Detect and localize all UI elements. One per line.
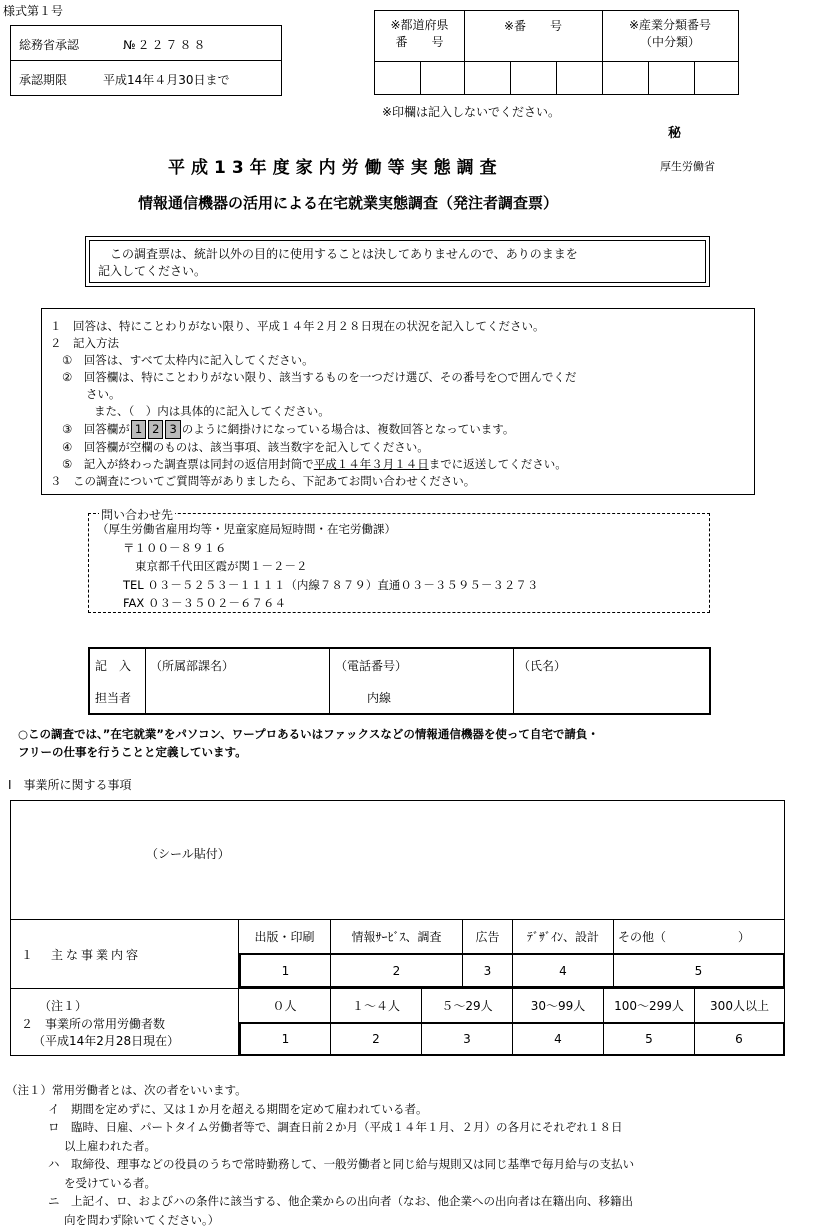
q1-option-5[interactable]: 5 bbox=[613, 955, 783, 986]
footnote-ro: ロ 臨時、日雇、パートタイム労働者等で、調査日前２か月（平成１４年１月、２月）の各月にそれぞれ１８日 bbox=[6, 1118, 634, 1137]
section-1-heading: Ⅰ 事業所に関する事項 bbox=[8, 776, 132, 793]
definition-line-1: ○この調査では、”在宅就業”をパソコン、ワープロあるいはファックスなどの情報通信機器を使って自宅で請負・ bbox=[18, 725, 599, 743]
footnote-ni-cont: 向を問わず除いてください。） bbox=[6, 1211, 634, 1229]
footnote bbox=[6, 1081, 634, 1229]
q1-header-design: ﾃﾞｻﾞｲﾝ、設計 bbox=[512, 919, 613, 953]
q1-header-advertising: 広告 bbox=[462, 919, 512, 953]
shaded-example-2: 2 bbox=[148, 420, 163, 439]
q2-header-0: ０人 bbox=[239, 988, 330, 1022]
inquiry-fax: FAX ０３－３５０２－６７６４ bbox=[97, 594, 538, 613]
instruction-3: ３ この調査についてご質問等がありましたら、下記あてお問い合わせください。 bbox=[50, 473, 576, 490]
inquiry-dept: （厚生労働省雇用均等・児童家庭局短時間・在宅労働課） bbox=[97, 520, 538, 539]
form-number: 様式第１号 bbox=[3, 2, 63, 19]
instruction-2-5: ⑤ 記入が終わった調査票は同封の返信用封筒で平成１４年３月１４日までに返送してください。 bbox=[50, 456, 576, 473]
q2-header-1-4: １～４人 bbox=[330, 988, 421, 1022]
q2-option-2[interactable]: 2 bbox=[330, 1024, 421, 1054]
q2-option-4[interactable]: 4 bbox=[512, 1024, 603, 1054]
q1-option-2[interactable]: 2 bbox=[330, 955, 462, 986]
notice-line-2: 記入してください。 bbox=[98, 263, 578, 280]
q2-option-5[interactable]: 5 bbox=[603, 1024, 694, 1054]
instruction-2: ２ 記入方法 bbox=[50, 335, 576, 352]
q2-header-5-29: ５～29人 bbox=[421, 988, 512, 1022]
q1-label: １ 主な事業内容 bbox=[21, 946, 141, 963]
dept-label: （所属部課名） bbox=[150, 657, 234, 674]
instructions-box bbox=[41, 308, 755, 495]
q1-header-other: その他（ ） bbox=[613, 919, 784, 953]
q2-header-30-99: 30～99人 bbox=[512, 988, 603, 1022]
footnote-head: （注１）常用労働者とは、次の者をいいます。 bbox=[6, 1081, 634, 1100]
definition-text bbox=[18, 725, 599, 761]
instruction-2-3: ③ 回答欄が 1 2 3 のように網掛けになっている場合は、複数回答となっています。 bbox=[50, 420, 576, 439]
footnote-ha-cont: を受けている者。 bbox=[6, 1174, 634, 1193]
survey-title: 平成13年度家内労働等実態調査 bbox=[168, 153, 503, 178]
q1-option-3[interactable]: 3 bbox=[462, 955, 512, 986]
office-code-table bbox=[374, 10, 739, 95]
footnote-ha: ハ 取締役、理事などの役員のうちで常時勤務して、一般労働者と同じ給与規則又は同じ基準で毎月給与の支払い bbox=[6, 1155, 634, 1174]
contact-label-1: 記 入 bbox=[95, 657, 131, 674]
approval-number: №２２７８８ bbox=[123, 36, 207, 53]
approval-period-value: 平成14年４月30日まで bbox=[103, 71, 230, 88]
q2-option-3[interactable]: 3 bbox=[421, 1024, 512, 1054]
q2-label: ２ 事業所の常用労働者数 bbox=[21, 1015, 165, 1032]
approval-box bbox=[10, 25, 282, 96]
q2-header-300-plus: 300人以上 bbox=[694, 988, 784, 1022]
inquiry-box bbox=[88, 513, 710, 613]
footnote-ro-cont: 以上雇われた者。 bbox=[6, 1137, 634, 1156]
q1-answer-row bbox=[239, 953, 785, 988]
approval-label: 総務省承認 bbox=[19, 36, 79, 53]
pref-code-label-2: 番 号 bbox=[375, 34, 464, 51]
confidential-mark: 秘 bbox=[668, 122, 681, 141]
notice-line-1: この調査票は、統計以外の目的に使用することは決してありませんので、ありのままを bbox=[98, 246, 578, 263]
survey-subtitle: 情報通信機器の活用による在宅就業実態調査（発注者調査票） bbox=[138, 192, 558, 213]
shaded-example-3: 3 bbox=[165, 420, 180, 439]
ministry-name: 厚生労働省 bbox=[660, 158, 715, 174]
contact-label-2: 担当者 bbox=[95, 689, 131, 706]
phone-label: （電話番号） bbox=[335, 657, 407, 674]
office-use-note: ※印欄は記入しないでください。 bbox=[382, 103, 560, 120]
name-label: （氏名） bbox=[518, 657, 566, 674]
industry-code-label-2: （中分類） bbox=[602, 34, 738, 51]
return-deadline: 平成１４年３月１４日 bbox=[314, 457, 429, 471]
inquiry-address: 東京都千代田区霞が関１－２－２ bbox=[97, 557, 538, 576]
footnote-i: イ 期間を定めずに、又は１か月を超える期間を定めて雇われている者。 bbox=[6, 1100, 634, 1119]
inquiry-zip: 〒１００－８９１６ bbox=[97, 539, 538, 558]
q1-header-publishing: 出版・印刷 bbox=[239, 919, 330, 953]
industry-code-label: ※産業分類番号 bbox=[602, 17, 738, 34]
q2-option-1[interactable]: 1 bbox=[241, 1024, 330, 1054]
instruction-2-1: ① 回答は、すべて太枠内に記入してください。 bbox=[50, 352, 576, 369]
business-info-table bbox=[10, 800, 785, 1056]
q2-option-6[interactable]: 6 bbox=[694, 1024, 783, 1054]
definition-line-2: フリーの仕事を行うことと定義しています。 bbox=[18, 743, 599, 761]
q2-date: （平成14年2月28日現在） bbox=[33, 1032, 179, 1049]
q1-option-4[interactable]: 4 bbox=[512, 955, 613, 986]
q2-note-ref: （注１） bbox=[39, 997, 87, 1014]
sticker-area-label: （シール貼付） bbox=[146, 845, 230, 862]
confidentiality-notice bbox=[85, 236, 710, 287]
q2-answer-row bbox=[239, 1022, 785, 1056]
q1-option-1[interactable]: 1 bbox=[241, 955, 330, 986]
inquiry-tel: TEL ０３－５２５３－１１１１（内線７８７９）直通０３－３５９５－３２７３ bbox=[97, 576, 538, 595]
instruction-2-4: ④ 回答欄が空欄のものは、該当事項、該当数字を記入してください。 bbox=[50, 439, 576, 456]
instruction-2-2-cont: さい。 bbox=[50, 386, 576, 403]
q1-header-info-services: 情報ｻｰﾋﾞｽ、調査 bbox=[330, 919, 462, 953]
footnote-ni: ニ 上記イ、ロ、およびハの条件に該当する、他企業からの出向者（なお、他企業への出向者は在籍出向、移籍出 bbox=[6, 1192, 634, 1211]
instruction-2-2: ② 回答欄は、特にことわりがない限り、該当するものを一つだけ選び、その番号を○で囲んでくだ bbox=[50, 369, 576, 386]
instruction-1: １ 回答は、特にことわりがない限り、平成１４年２月２８日現在の状況を記入してください。 bbox=[50, 318, 576, 335]
instruction-2-2-note: また、（ ）内は具体的に記入してください。 bbox=[50, 403, 576, 420]
contact-person-table bbox=[88, 647, 711, 715]
q2-header-100-299: 100～299人 bbox=[603, 988, 694, 1022]
shaded-example-1: 1 bbox=[131, 420, 146, 439]
extension-label: 内線 bbox=[367, 689, 391, 706]
pref-code-label: ※都道府県 bbox=[375, 17, 464, 34]
approval-period-label: 承認期限 bbox=[19, 71, 67, 88]
serial-number-label: ※番 号 bbox=[464, 17, 602, 34]
inquiry-title: 問い合わせ先 bbox=[99, 506, 175, 523]
